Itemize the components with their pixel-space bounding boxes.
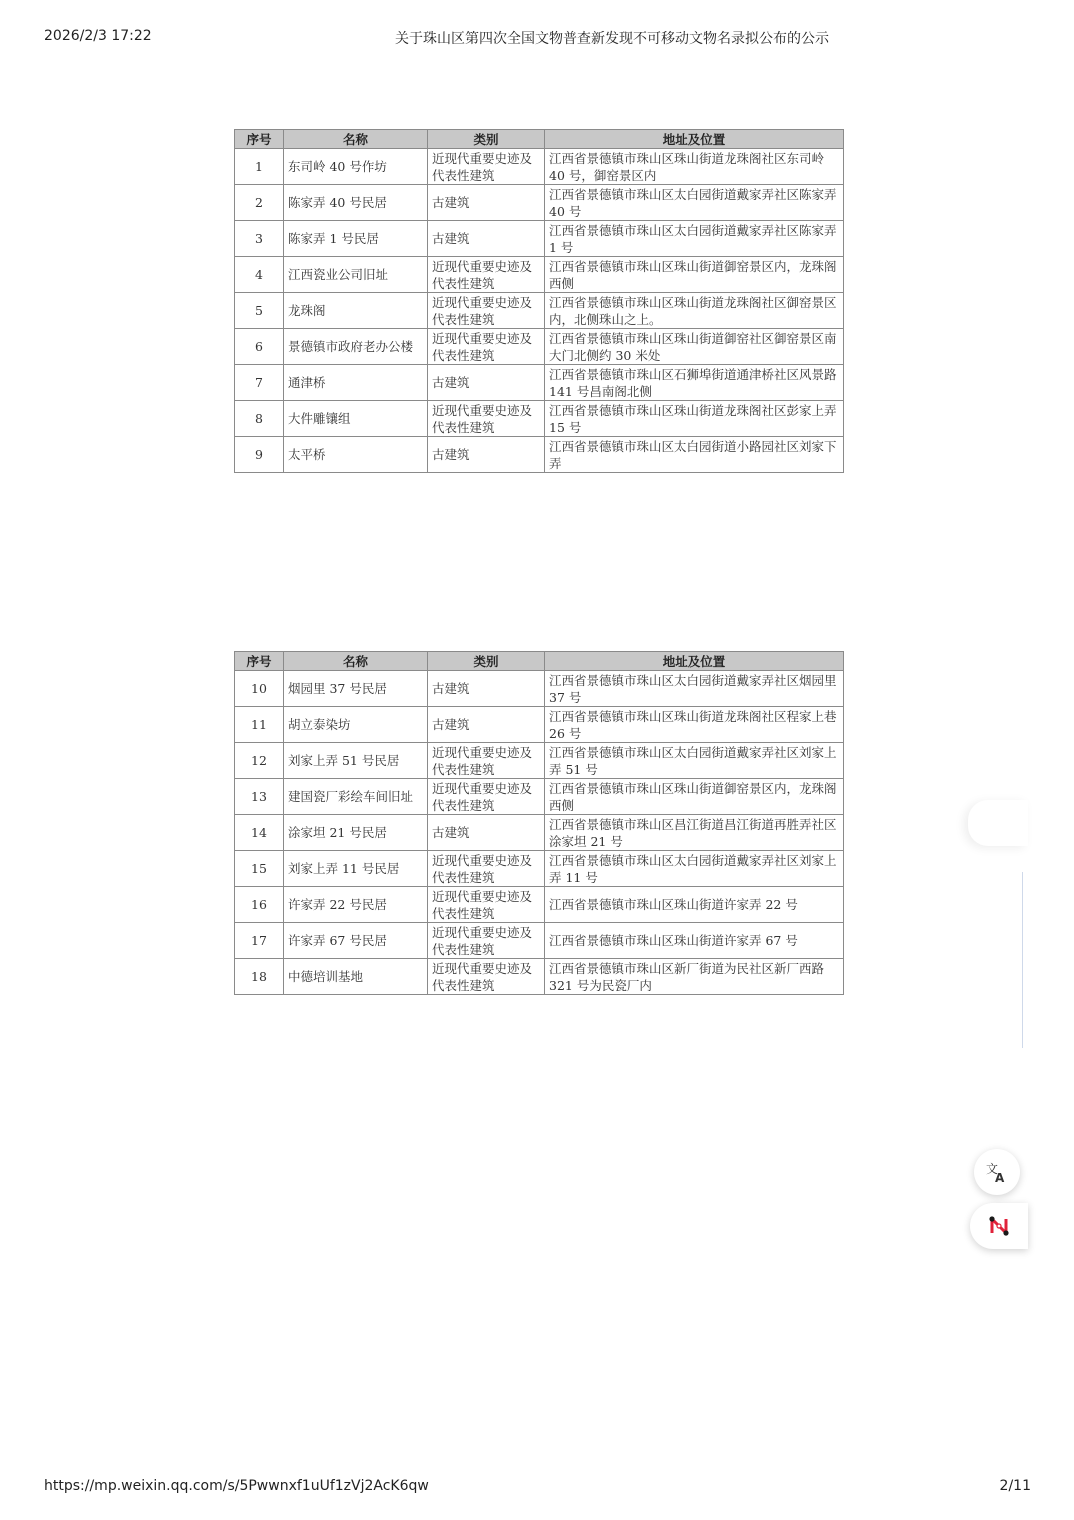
table-row <box>235 365 844 401</box>
cell-category: 近现代重要史迹及代表性建筑 <box>428 779 545 815</box>
cell-name: 胡立泰染坊 <box>284 707 428 743</box>
cell-no: 13 <box>235 779 284 815</box>
translate-icon <box>985 1160 1009 1184</box>
cell-address: 江西省景德镇市珠山区太白园街道戴家弄社区陈家弄 1 号 <box>545 221 844 257</box>
cell-address: 江西省景德镇市珠山区珠山街道御窑景区内，龙珠阁西侧 <box>545 779 844 815</box>
cell-address: 江西省景德镇市珠山区太白园街道戴家弄社区刘家上弄 51 号 <box>545 743 844 779</box>
cell-no: 7 <box>235 365 284 401</box>
cell-category: 古建筑 <box>428 185 545 221</box>
table-row <box>235 779 844 815</box>
cell-name: 景德镇市政府老办公楼 <box>284 329 428 365</box>
cell-category: 古建筑 <box>428 437 545 473</box>
cell-category: 近现代重要史迹及代表性建筑 <box>428 149 545 185</box>
page-number: 2/11 <box>999 1478 1031 1494</box>
translate-button[interactable] <box>974 1149 1020 1195</box>
cell-address: 江西省景德镇市珠山区珠山街道龙珠阁社区程家上巷 26 号 <box>545 707 844 743</box>
table-row <box>235 185 844 221</box>
cell-name: 许家弄 67 号民居 <box>284 923 428 959</box>
cell-category: 古建筑 <box>428 671 545 707</box>
table-header-row <box>235 130 844 149</box>
cell-category: 近现代重要史迹及代表性建筑 <box>428 923 545 959</box>
cell-no: 16 <box>235 887 284 923</box>
cell-category: 古建筑 <box>428 815 545 851</box>
cell-address: 江西省景德镇市珠山区珠山街道许家弄 22 号 <box>545 887 844 923</box>
cell-no: 11 <box>235 707 284 743</box>
table-row <box>235 671 844 707</box>
col-header-address: 地址及位置 <box>545 130 844 149</box>
cell-name: 烟园里 37 号民居 <box>284 671 428 707</box>
cell-address: 江西省景德镇市珠山区太白园街道小路园社区刘家下弄 <box>545 437 844 473</box>
cell-no: 18 <box>235 959 284 995</box>
svg-text:A: A <box>995 1171 1005 1184</box>
page-url: https://mp.weixin.qq.com/s/5Pwwnxf1uUf1zVj2AcK6qw <box>44 1478 429 1494</box>
col-header-no: 序号 <box>235 130 284 149</box>
table-row <box>235 815 844 851</box>
table-row <box>235 959 844 995</box>
cell-name: 中德培训基地 <box>284 959 428 995</box>
cell-no: 6 <box>235 329 284 365</box>
table-row <box>235 257 844 293</box>
cell-address: 江西省景德镇市珠山区昌江街道昌江街道再胜弄社区涂家坦 21 号 <box>545 815 844 851</box>
cell-address: 江西省景德镇市珠山区太白园街道戴家弄社区陈家弄 40 号 <box>545 185 844 221</box>
cell-no: 12 <box>235 743 284 779</box>
table-row <box>235 743 844 779</box>
relic-table-2 <box>234 651 844 995</box>
col-header-category: 类别 <box>428 652 545 671</box>
cell-no: 2 <box>235 185 284 221</box>
table-row <box>235 887 844 923</box>
col-header-name: 名称 <box>284 652 428 671</box>
cell-no: 5 <box>235 293 284 329</box>
cell-category: 近现代重要史迹及代表性建筑 <box>428 851 545 887</box>
table-header-row <box>235 652 844 671</box>
table-row <box>235 329 844 365</box>
cell-category: 近现代重要史迹及代表性建筑 <box>428 401 545 437</box>
table-row <box>235 707 844 743</box>
cell-name: 许家弄 22 号民居 <box>284 887 428 923</box>
cell-no: 17 <box>235 923 284 959</box>
cell-no: 3 <box>235 221 284 257</box>
document-title: 关于珠山区第四次全国文物普查新发现不可移动文物名录拟公布的公示 <box>395 31 829 47</box>
cell-address: 江西省景德镇市珠山区石狮埠街道通津桥社区风景路 141 号昌南阁北侧 <box>545 365 844 401</box>
cell-category: 古建筑 <box>428 365 545 401</box>
cell-name: 涂家坦 21 号民居 <box>284 815 428 851</box>
cell-address: 江西省景德镇市珠山区珠山街道许家弄 67 号 <box>545 923 844 959</box>
table-row <box>235 401 844 437</box>
col-header-category: 类别 <box>428 130 545 149</box>
col-header-address: 地址及位置 <box>545 652 844 671</box>
side-panel-tab[interactable] <box>968 800 1028 846</box>
print-datetime: 2026/2/3 17:22 <box>44 28 152 44</box>
cell-category: 近现代重要史迹及代表性建筑 <box>428 743 545 779</box>
cell-address: 江西省景德镇市珠山区珠山街道龙珠阁社区彭家上弄 15 号 <box>545 401 844 437</box>
ai-assistant-icon <box>985 1212 1013 1240</box>
cell-name: 建国瓷厂彩绘车间旧址 <box>284 779 428 815</box>
cell-address: 江西省景德镇市珠山区珠山街道龙珠阁社区御窑景区内，北侧珠山之上。 <box>545 293 844 329</box>
cell-name: 太平桥 <box>284 437 428 473</box>
cell-category: 古建筑 <box>428 707 545 743</box>
cell-no: 14 <box>235 815 284 851</box>
cell-name: 通津桥 <box>284 365 428 401</box>
cell-category: 近现代重要史迹及代表性建筑 <box>428 329 545 365</box>
cell-name: 刘家上弄 51 号民居 <box>284 743 428 779</box>
table-row <box>235 851 844 887</box>
cell-address: 江西省景德镇市珠山区新厂街道为民社区新厂西路 321 号为民瓷厂内 <box>545 959 844 995</box>
cell-category: 近现代重要史迹及代表性建筑 <box>428 887 545 923</box>
cell-no: 1 <box>235 149 284 185</box>
cell-name: 大件雕镶组 <box>284 401 428 437</box>
cell-no: 9 <box>235 437 284 473</box>
table-body <box>235 149 844 473</box>
cell-address: 江西省景德镇市珠山区太白园街道戴家弄社区刘家上弄 11 号 <box>545 851 844 887</box>
ai-assistant-button[interactable] <box>970 1203 1028 1249</box>
cell-no: 10 <box>235 671 284 707</box>
relic-table-1 <box>234 129 844 473</box>
table-body <box>235 671 844 995</box>
table-row <box>235 149 844 185</box>
table-row <box>235 923 844 959</box>
cell-name: 陈家弄 40 号民居 <box>284 185 428 221</box>
cell-category: 近现代重要史迹及代表性建筑 <box>428 293 545 329</box>
cell-address: 江西省景德镇市珠山区珠山街道御窑景区内，龙珠阁西侧 <box>545 257 844 293</box>
cell-no: 4 <box>235 257 284 293</box>
table-row <box>235 221 844 257</box>
cell-name: 东司岭 40 号作坊 <box>284 149 428 185</box>
table-row <box>235 437 844 473</box>
cell-category: 近现代重要史迹及代表性建筑 <box>428 257 545 293</box>
col-header-name: 名称 <box>284 130 428 149</box>
cell-name: 江西瓷业公司旧址 <box>284 257 428 293</box>
cell-address: 江西省景德镇市珠山区珠山街道龙珠阁社区东司岭 40 号，御窑景区内 <box>545 149 844 185</box>
side-panel-edge <box>1022 872 1023 1048</box>
cell-no: 15 <box>235 851 284 887</box>
cell-name: 陈家弄 1 号民居 <box>284 221 428 257</box>
cell-category: 古建筑 <box>428 221 545 257</box>
cell-name: 龙珠阁 <box>284 293 428 329</box>
table-row <box>235 293 844 329</box>
svg-text:文: 文 <box>986 1162 999 1176</box>
cell-name: 刘家上弄 11 号民居 <box>284 851 428 887</box>
col-header-no: 序号 <box>235 652 284 671</box>
cell-address: 江西省景德镇市珠山区珠山街道御窑社区御窑景区南大门北侧约 30 米处 <box>545 329 844 365</box>
cell-address: 江西省景德镇市珠山区太白园街道戴家弄社区烟园里 37 号 <box>545 671 844 707</box>
cell-no: 8 <box>235 401 284 437</box>
cell-category: 近现代重要史迹及代表性建筑 <box>428 959 545 995</box>
